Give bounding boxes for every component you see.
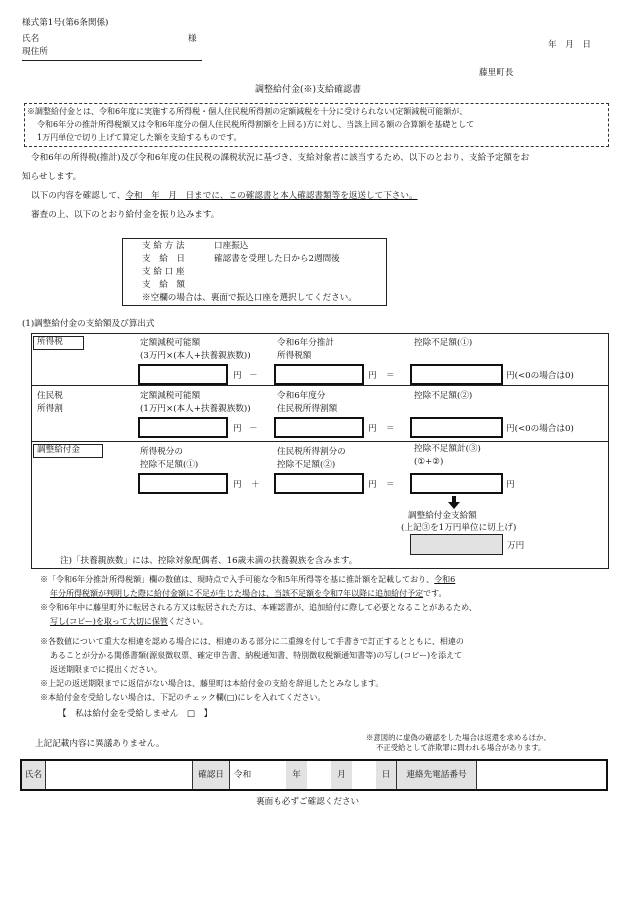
warning-line-1: ※意図的に虚偽の確認をした場合は返還を求めるほか、 [366, 733, 551, 742]
adjust-col1-line2: 控除不足額(①) [140, 460, 199, 470]
row-divider-1 [31, 385, 609, 386]
adjustment-payment-amount-field [410, 534, 503, 555]
note-2-line-1: ※令和6年中に藤里町外に転居される方又は転居された方は、本確認書が、追加給付に際して必要となることがあるため、 [40, 603, 477, 612]
income-yen-2: 円 [368, 371, 377, 381]
resident-yen-2: 円 [368, 424, 377, 434]
adjust-equals: ＝ [386, 480, 395, 490]
notice-line-2: 令和6年分の推計所得税額又は令和6年度分の個人住民税所得割額を上回る)方に対し、当該上回る額の合算額を基礎として [37, 120, 475, 129]
resident-col2-line2: 住民税所得割額 [277, 404, 338, 414]
intro-para-3: 審査の上、以下のとおり給付金を振り込みます。 [31, 210, 220, 220]
resident-shortfall-field[interactable] [410, 417, 503, 438]
intro-para-2 [31, 191, 418, 202]
down-arrow-icon [448, 502, 460, 509]
note-1-text-u2: 年分所得税額が判明した際に給付金額に不足が生じた場合は、当該不足額を令和7年以降に追加給付予定 [50, 589, 424, 598]
adjust-yen-3: 円 [506, 480, 515, 490]
adjustment-label: 調整給付金 [37, 445, 80, 455]
payment-method-value: 口座振込 [214, 241, 249, 251]
payment-amount-title: 調整給付金支給額 [408, 511, 477, 521]
note-5: ※本給付金を受給しない場合は、下記のチェック欄(□)にレを入れてください。 [40, 693, 326, 702]
confirm-date-label: 確認日 [193, 761, 230, 789]
adjust-income-shortfall-field[interactable] [138, 473, 228, 494]
payment-note: ※空欄の場合は、裏面で振込口座を選択してください。 [142, 293, 357, 303]
decline-checkbox[interactable]: 【 私は給付金を受給しません □ 】 [58, 709, 213, 719]
adjust-col3-line2: (①+②) [414, 457, 444, 467]
note-2-text-b: ください。 [167, 617, 208, 626]
resident-col3-line1: 控除不足額(②) [414, 391, 473, 401]
resident-minus: － [249, 424, 258, 434]
income-col1-line1: 定額減税可能額 [140, 338, 201, 348]
income-col3-line1: 控除不足額(①) [414, 338, 473, 348]
row-divider-2 [31, 441, 609, 442]
document-title: 調整給付金(※)支給確認書 [255, 85, 362, 95]
form-number: 様式第1号(第6条関係) [22, 18, 109, 28]
resident-col2-line1: 令和6年度分 [277, 391, 326, 401]
payment-date-value: 確認書を受理した日から2週間後 [214, 254, 340, 264]
income-deduction-capacity-field[interactable] [138, 364, 228, 385]
day-label: 日 [376, 761, 397, 789]
note-1-text-u1: 令和6 [434, 575, 456, 584]
notice-line-3: 1万円単位で切り上げて算定した額を支給するものです。 [37, 133, 242, 142]
income-yen-1: 円 [233, 371, 242, 381]
payment-amount-label: 支 給 額 [142, 280, 185, 290]
day-input[interactable] [352, 761, 376, 789]
sama-label: 様 [188, 34, 197, 44]
payment-date-label: 支 給 日 [142, 254, 185, 264]
month-label: 月 [331, 761, 352, 789]
payment-amount-unit: 万円 [507, 541, 525, 551]
resident-equals: ＝ [386, 424, 395, 434]
reiwa-label: 令和 [234, 769, 252, 780]
payment-method-label: 支 給 方 法 [142, 241, 185, 251]
return-deadline: 令和 年 月 日までに、この確認書と本人確認書類等を返送して下さい。 [125, 191, 418, 201]
phone-input-cell[interactable] [477, 761, 606, 789]
note-4: ※上記の返送期限までに返信がない場合は、藤里町は本給付金の支給を辞退したとみなします。 [40, 679, 384, 688]
no-objection-text: 上記記載内容に異議ありません。 [35, 739, 165, 749]
issuer: 藤里町長 [479, 68, 514, 78]
total-shortfall-field[interactable] [410, 473, 503, 494]
note-1-text-b: です。 [423, 589, 447, 598]
resident-col1-line2: (1万円×(本人+扶養親族数)) [140, 404, 251, 414]
income-col2-line2: 所得税額 [277, 351, 312, 361]
address-underline [22, 60, 202, 61]
name-input-cell[interactable] [46, 761, 193, 789]
resident-yen-1: 円 [233, 424, 242, 434]
footer-note: 裏面も必ずご確認ください [256, 797, 360, 807]
resident-col1-line1: 定額減税可能額 [140, 391, 201, 401]
note-2-text-u: 写し(コピー)を取って大切に保管 [50, 617, 168, 626]
adjust-yen-2: 円 [368, 480, 377, 490]
note-2-line-2 [50, 617, 208, 627]
adjust-plus: ＋ [251, 480, 260, 490]
name-cell-label: 氏名 [22, 761, 46, 789]
adjust-col2-line1: 住民税所得割分の [277, 447, 346, 457]
resident-tax-amount-field[interactable] [274, 417, 364, 438]
adjust-col3-line1: 控除不足額計(③) [414, 444, 481, 454]
month-input[interactable] [307, 761, 331, 789]
intro-para-2-prefix: 以下の内容を確認して、 [31, 191, 126, 201]
income-equals: ＝ [386, 371, 395, 381]
income-col1-line2: (3万円×(本人+扶養親族数)) [140, 351, 251, 361]
adjust-col2-line2: 控除不足額(②) [277, 460, 336, 470]
adjust-col1-line1: 所得税分の [140, 447, 183, 457]
date-label: 年 月 日 [548, 40, 591, 50]
notice-line-1: ※調整給付金とは、令和6年度に実施する所得税・個人住民税所得割の定額減税を十分に受けられない(定額減税可能額が、 [27, 107, 468, 116]
adjust-yen-1: 円 [233, 480, 242, 490]
note-1-text-a: ※「令和6年分推計所得税額」欄の数値は、現時点で入手可能な令和5年所得等を基に推計額を記載しており、 [40, 575, 435, 584]
resident-tax-label-1: 住民税 [37, 391, 63, 401]
dependents-footnote: 注)「扶養親族数」には、控除対象配偶者、16歳未満の扶養親族を含みます。 [60, 556, 358, 566]
payment-amount-subtitle: (上記③を1万円単位に切上げ) [401, 523, 517, 533]
resident-deduction-capacity-field[interactable] [138, 417, 228, 438]
note-1-line-2 [50, 589, 446, 599]
income-tax-label: 所得税 [37, 337, 63, 347]
intro-para-1-line-2: 知らせします。 [22, 172, 82, 182]
section-1-heading: (1)調整給付金の支給額及び算出式 [22, 319, 155, 329]
income-col2-line1: 令和6年分推計 [277, 338, 335, 348]
name-label: 氏名 [22, 34, 40, 44]
year-label: 年 [286, 761, 307, 789]
resident-tax-label-2: 所得割 [37, 404, 63, 414]
note-3-line-2: あることが分かる関係書類(源泉徴収票、確定申告書、納税通知書、特別徴収税額通知書等)の写し(コピー)を添えて [50, 651, 463, 660]
note-3-line-3: 返送期限までに提出ください。 [50, 665, 162, 674]
income-shortfall-field[interactable] [410, 364, 503, 385]
intro-para-1-line-1: 令和6年の所得税(推計)及び令和6年度の住民税の課税状況に基づき、支給対象者に該当するため、以下のとおり、支給予定額をお [31, 153, 530, 163]
income-yen-3: 円(<0の場合は0) [506, 371, 574, 381]
income-minus: － [249, 371, 258, 381]
note-1-line-1 [40, 575, 455, 585]
payment-account-label: 支 給 口 座 [142, 267, 185, 277]
income-estimated-tax-field[interactable] [274, 364, 364, 385]
note-3-line-1: ※各数値について重大な相違を認める場合には、相違のある部分に二重線を付して手書きで訂正するとともに、相違の [40, 637, 464, 646]
phone-label: 連絡先電話番号 [397, 761, 477, 789]
adjust-resident-shortfall-field[interactable] [274, 473, 364, 494]
confirmation-table [20, 759, 608, 791]
address-label: 現住所 [22, 47, 48, 57]
resident-yen-3: 円(<0の場合は0) [506, 424, 574, 434]
warning-line-2: 不正受給として詐欺罪に問われる場合があります。 [376, 743, 546, 752]
